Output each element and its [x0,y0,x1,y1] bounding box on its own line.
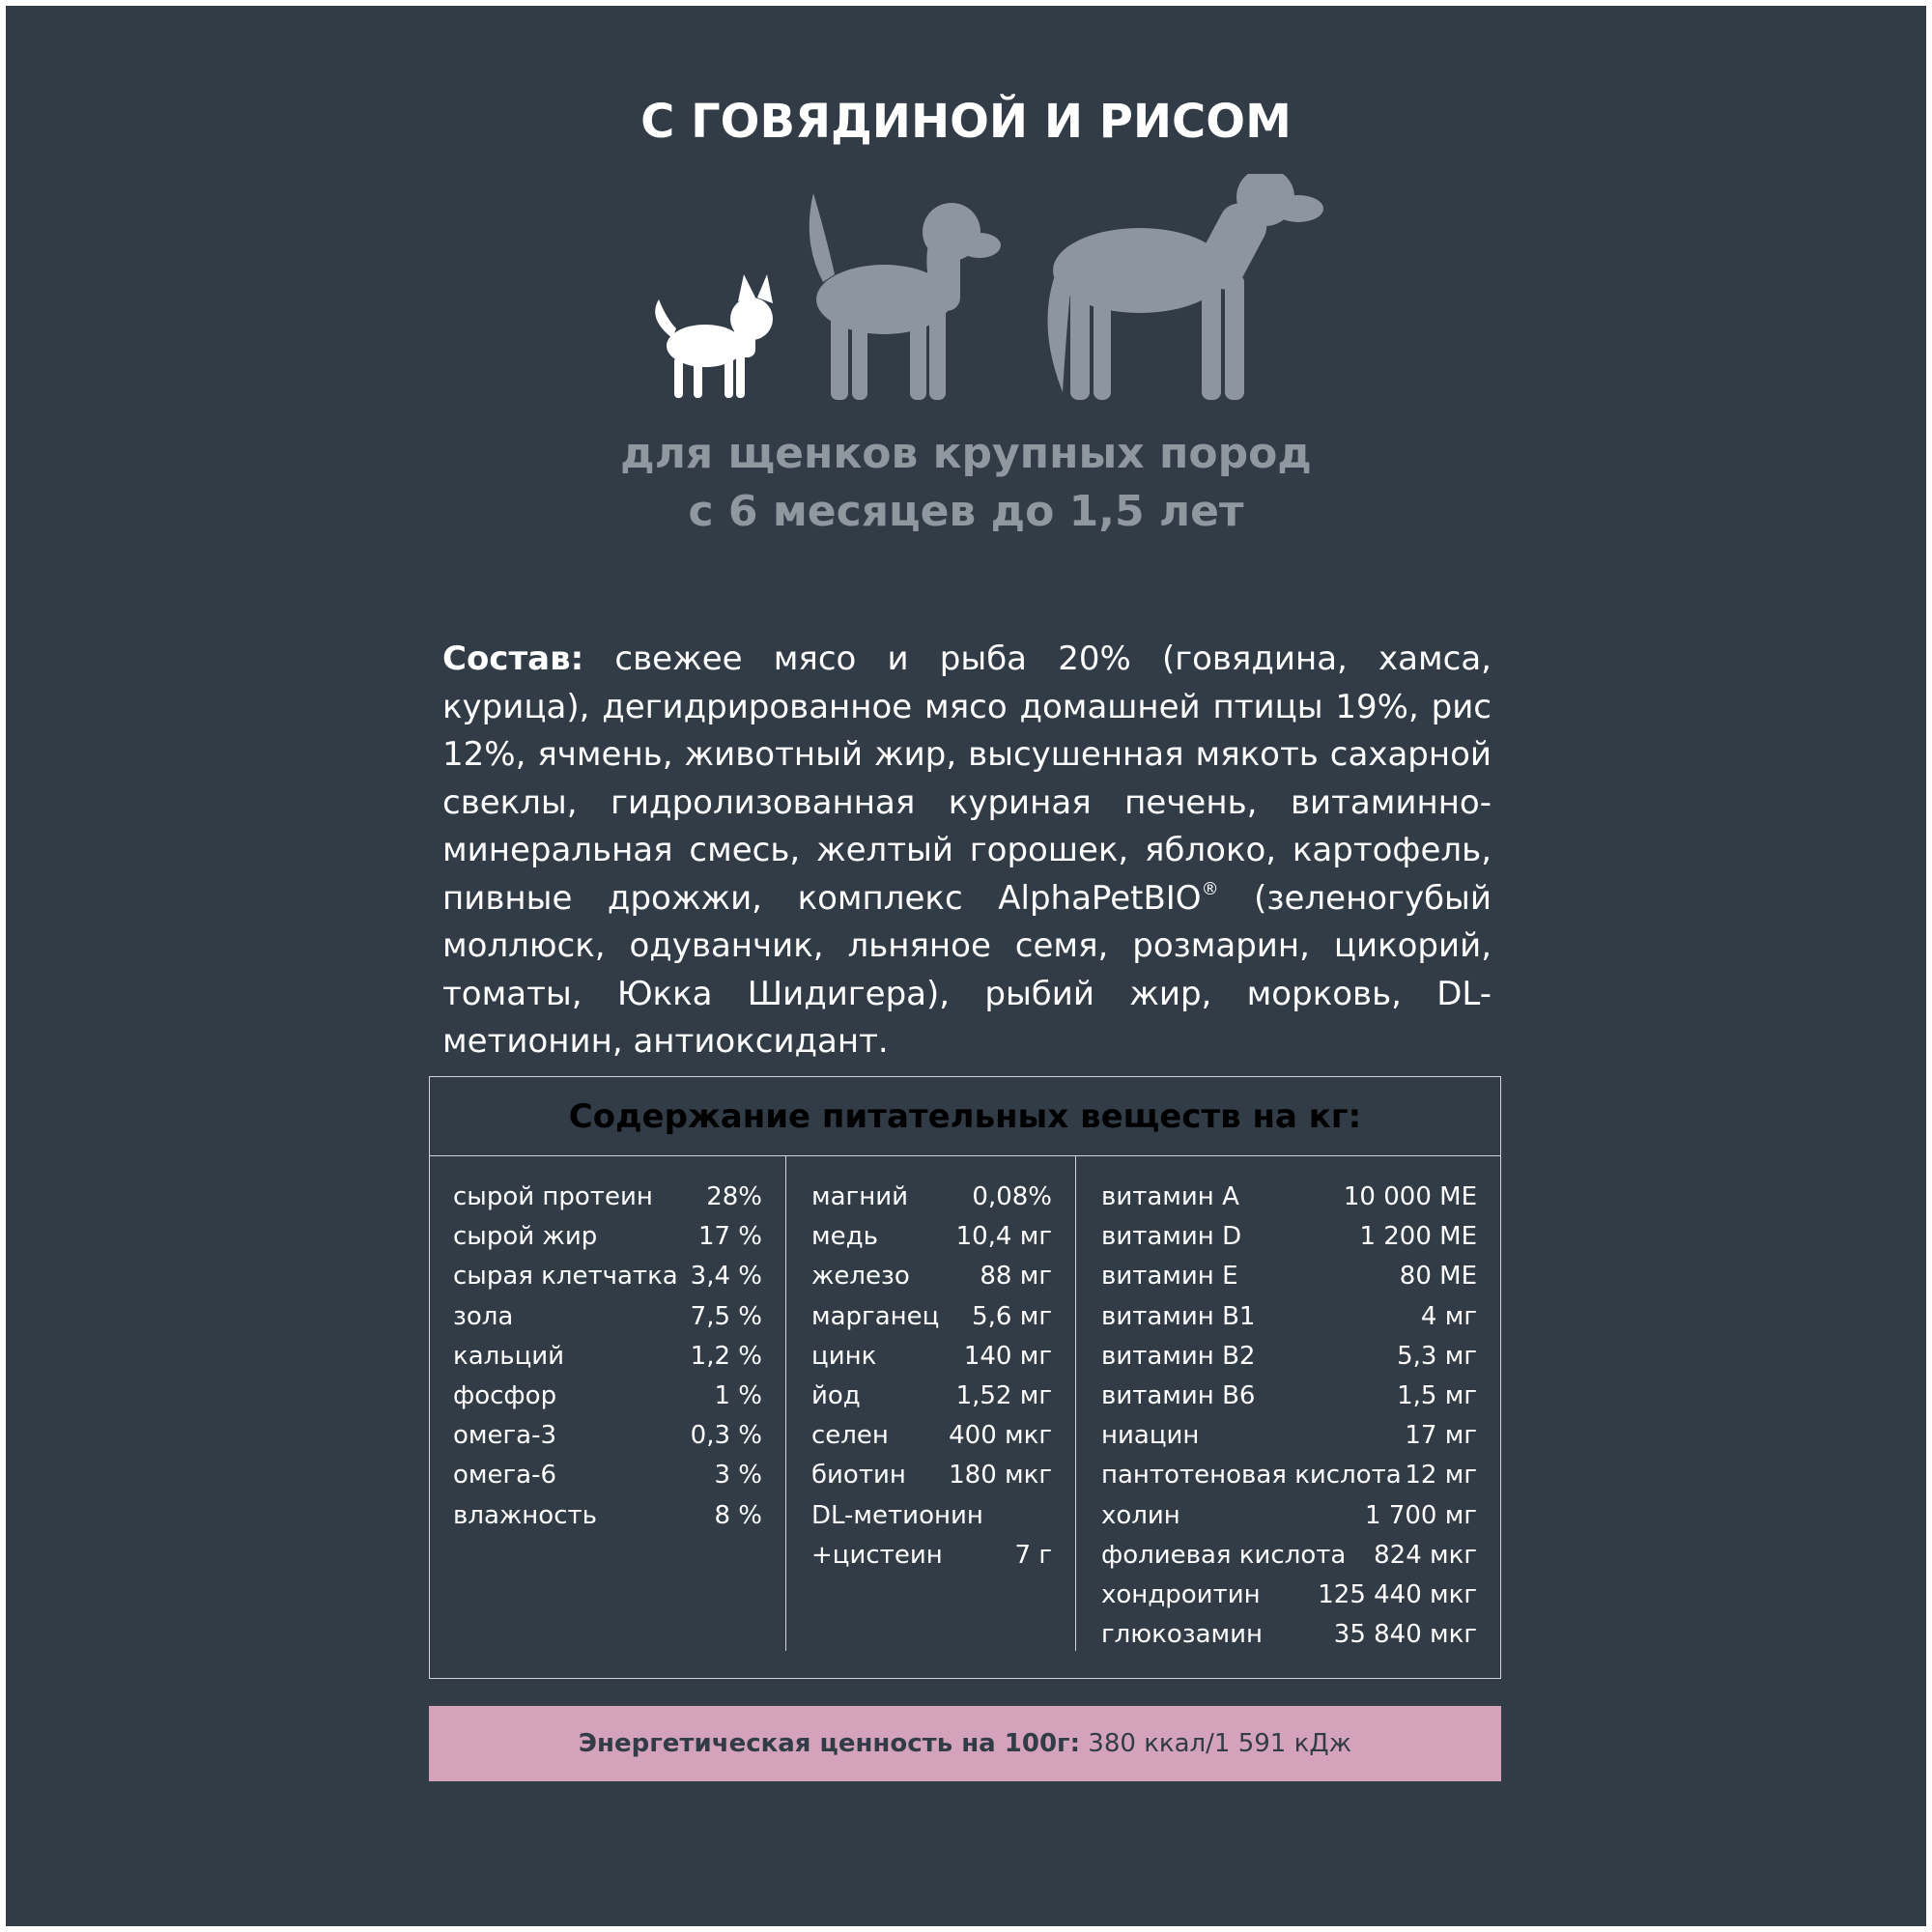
subtitle-line-2: с 6 месяцев до 1,5 лет [688,487,1244,536]
nutrient-name: цинк [811,1341,877,1371]
nutrient-name: фосфор [453,1381,557,1411]
nutrient-value: 17 мг [1405,1421,1477,1451]
nutrient-row [786,1297,1075,1337]
nutrient-row [430,1297,785,1337]
nutrient-value: 7,5 % [690,1301,762,1331]
composition-label: Состав: [442,639,584,678]
nutrient-name: медь [811,1222,878,1252]
nutrient-name: витамин В1 [1101,1301,1256,1331]
nutrient-name: селен [811,1421,889,1451]
product-title: С ГОВЯДИНОЙ И РИСОМ [640,95,1292,149]
nutrient-value: 7 г [1014,1540,1052,1570]
nutrients-column-2 [785,1156,1075,1651]
nutrient-name: пантотеновая кислота [1101,1461,1402,1491]
nutrient-name: ниацин [1101,1421,1200,1451]
nutrient-row [786,1536,1075,1576]
nutrient-value: 12 мг [1405,1461,1477,1491]
nutrient-name: +цистеин [811,1540,943,1570]
large-dog-icon [1047,174,1323,400]
nutrient-value: 5,6 мг [972,1301,1052,1331]
nutrient-row [1076,1217,1500,1257]
nutrient-name: глюкозамин [1101,1620,1264,1650]
nutrient-row [1076,1416,1500,1456]
nutrient-name: витамин Е [1101,1262,1238,1292]
nutrient-name: витамин D [1101,1222,1242,1252]
nutrient-row [1076,1178,1500,1217]
nutrient-row [786,1377,1075,1416]
nutrient-value: 10,4 мг [955,1222,1052,1252]
nutrient-row [1076,1377,1500,1416]
nutrient-value: 400 мкг [949,1421,1052,1451]
nutrient-row [430,1178,785,1217]
nutrient-value: 35 840 мкг [1333,1620,1477,1650]
nutrient-row [1076,1337,1500,1377]
nutrient-row [1076,1615,1500,1655]
nutrient-name: сырой жир [453,1222,598,1252]
nutrient-value: 3,4 % [690,1262,762,1292]
nutrient-value: 8 % [714,1500,762,1530]
energy-value-bar [429,1706,1501,1781]
nutrient-name: фолиевая кислота [1101,1540,1347,1570]
nutrient-value: 1 % [714,1381,762,1411]
nutrient-value: 125 440 мкг [1318,1580,1477,1610]
dog-size-icons [638,174,1333,406]
nutrient-value: 1,5 мг [1397,1381,1477,1411]
nutrient-name: омега-3 [453,1421,557,1451]
nutrient-row [1076,1297,1500,1337]
nutrient-row [430,1377,785,1416]
small-dog-icon [655,274,773,398]
nutrient-row [430,1217,785,1257]
nutrient-value: 80 МЕ [1399,1262,1477,1292]
energy-label: Энергетическая ценность на 100г: [578,1729,1081,1758]
nutrient-value: 1 200 МЕ [1359,1222,1477,1252]
energy-value: 380 ккал/1 591 кДж [1080,1729,1352,1758]
nutrient-name: железо [811,1262,910,1292]
composition-text-part-2: (зеленогубый моллюск, одуванчик, льняное семя, розмарин, цикорий, томаты, Юкка Шидигера), рыбий жир, морковь, DL-метионин, антиоксидант. [442,878,1492,1061]
nutrients-column-1 [430,1156,785,1651]
nutrient-value: 4 мг [1420,1301,1477,1331]
nutrient-value: 88 мг [980,1262,1052,1292]
nutrient-name: магний [811,1182,909,1211]
nutrient-name: витамин А [1101,1182,1239,1211]
registered-mark: ® [1201,878,1219,899]
nutrient-row [786,1178,1075,1217]
nutrient-row [430,1456,785,1495]
nutrient-name: витамин В2 [1101,1341,1256,1371]
nutrient-name: марганец [811,1301,940,1331]
nutrients-table [429,1076,1501,1679]
nutrient-value: 10 000 МЕ [1343,1182,1477,1211]
nutrient-name: холин [1101,1500,1180,1530]
medium-dog-icon [810,193,1001,400]
nutrient-row [786,1416,1075,1456]
nutrient-name: витамин В6 [1101,1381,1256,1411]
nutrient-value: 180 мкг [949,1461,1052,1491]
nutrient-name: сырая клетчатка [453,1262,678,1292]
nutrient-value: 3 % [714,1461,762,1491]
nutrient-name: зола [453,1301,514,1331]
nutrient-row [430,1337,785,1377]
nutrient-row [1076,1576,1500,1615]
nutrient-value: 17 % [697,1222,762,1252]
nutrient-value: 0,3 % [690,1421,762,1451]
nutrient-value: 0,08% [972,1182,1052,1211]
nutrient-row [430,1496,785,1536]
nutrient-name: сырой протеин [453,1182,653,1211]
nutrient-name: биотин [811,1461,906,1491]
nutrient-row [786,1217,1075,1257]
nutrient-name: хондроитин [1101,1580,1261,1610]
nutrient-row [786,1337,1075,1377]
nutrient-value: 1 700 мг [1365,1500,1477,1530]
nutrient-row [1076,1536,1500,1576]
nutrient-row [786,1456,1075,1495]
nutrient-value: 28% [706,1182,762,1211]
nutrient-row [786,1496,1075,1536]
nutrient-name: влажность [453,1500,597,1530]
nutrients-title: Содержание питательных веществ на кг: [430,1077,1500,1156]
nutrient-row [430,1257,785,1296]
nutrient-name: йод [811,1381,861,1411]
nutrients-column-3 [1075,1156,1500,1651]
nutrient-value: 824 мкг [1374,1540,1477,1570]
nutrient-value: 5,3 мг [1397,1341,1477,1371]
nutrient-row [1076,1456,1500,1495]
nutrient-row [430,1416,785,1456]
composition-text [442,636,1492,1066]
nutrient-value: 140 мг [963,1341,1052,1371]
subtitle-line-1: для щенков крупных пород [620,429,1312,478]
nutrient-row [1076,1257,1500,1296]
nutrient-value: 1,52 мг [955,1381,1052,1411]
nutrient-name: DL-метионин [811,1500,983,1530]
nutrient-name: кальций [453,1341,565,1371]
nutrient-row [1076,1496,1500,1536]
nutrient-name: омега-6 [453,1461,557,1491]
target-audience [0,425,1932,541]
composition-text-part-1: свежее мясо и рыба 20% (говядина, хамса, курица), дегидрированное мясо домашней птицы 19%, рис 12%, ячмень, животный жир, высушенная мякоть сахарной свеклы, гидролизованная куриная печень, витаминно-минеральная смесь, желтый горошек, яблоко, картофель, пивные дрожжи, комплекс AlphaPetBIO [442,639,1492,918]
nutrient-row [786,1257,1075,1296]
nutrient-value: 1,2 % [690,1341,762,1371]
